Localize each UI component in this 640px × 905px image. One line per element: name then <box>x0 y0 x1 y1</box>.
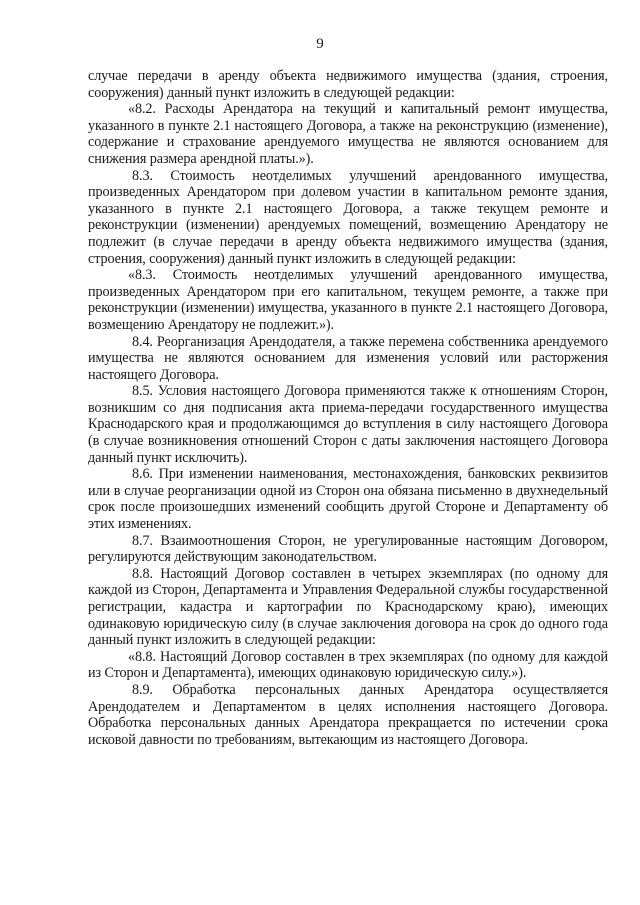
paragraph-8-9: 8.9. Обработка персональных данных Арендатора осуществляется Арендодателем и Департаментом в целях исполнения настоящего Договора. Обработка персональных данных Арендатора прекращается по истечении срока исковой давности по требованиям, вытекающим из настоящего Договора. <box>88 681 608 748</box>
paragraph-8-7: 8.7. Взаимоотношения Сторон, не урегулированные настоящим Договором, регулируются действующим законодательством. <box>88 532 608 566</box>
paragraph-continuation: случае передачи в аренду объекта недвижимого имущества (здания, строения, сооружения) данный пункт изложить в следующей редакции: <box>88 68 608 101</box>
paragraph-8-8: 8.8. Настоящий Договор составлен в четырех экземплярах (по одному для каждой из Сторон, Департамента и Управления Федеральной службы государственной регистрации, кадастра и картографии по Краснодарскому краю), имеющих одинаковую юридическую силу (в случае заключения договора на срок до одного года данный пункт изложить в следующей редакции: <box>88 565 608 649</box>
document-body <box>88 68 608 748</box>
paragraph-8-2-quote: «8.2. Расходы Арендатора на текущий и капитальный ремонт имущества, указанного в пункте 2.1 настоящего Договора, а также на реконструкцию (изменение), содержание и страхование арендуемого имущества не являются основанием для снижения размера арендной платы.»). <box>88 101 608 167</box>
paragraph-8-3-quote: «8.3. Стоимость неотделимых улучшений арендованного имущества, произведенных Арендатором при его капитальном, текущем ремонте, а также при реконструкции (изменении) имущества, указанного в пункте 2.1 настоящего Договора, возмещению Арендатору не подлежит.»). <box>88 267 608 333</box>
paragraph-8-5: 8.5. Условия настоящего Договора применяются также к отношениям Сторон, возникшим со дня подписания акта приема-передачи государственного имущества Краснодарского края и продолжающимся до вступления в силу настоящего Договора (в случае возникновения отношений Сторон с даты заключения настоящего Договора данный пункт исключить). <box>88 383 608 466</box>
paragraph-8-6: 8.6. При изменении наименования, местонахождения, банковских реквизитов или в случае реорганизации одной из Сторон она обязана письменно в двухнедельный срок после произошедших изменений сообщить другой Стороне и Департаменту об этих изменениях. <box>88 466 608 533</box>
page-number: 9 <box>316 36 324 52</box>
paragraph-8-8-quote: «8.8. Настоящий Договор составлен в трех экземплярах (по одному для каждой из Сторон и Департамента), имеющих одинаковую юридическую силу.»). <box>88 648 608 682</box>
paragraph-8-3: 8.3. Стоимость неотделимых улучшений арендованного имущества, произведенных Арендатором при долевом участии в капитальном ремонте здания, указанного в пункте 2.1 настоящего Договора, а также текущем ремонте и реконструкции (изменении) арендуемых помещений, возмещению Арендатору не подлежит (в случае передачи в аренду объекта недвижимого имущества (здания, строения, сооружения) данный пункт изложить в следующей редакции: <box>88 167 608 267</box>
paragraph-8-4: 8.4. Реорганизация Арендодателя, а также перемена собственника арендуемого имущества не являются основанием для изменения условий или расторжения настоящего Договора. <box>88 333 608 383</box>
